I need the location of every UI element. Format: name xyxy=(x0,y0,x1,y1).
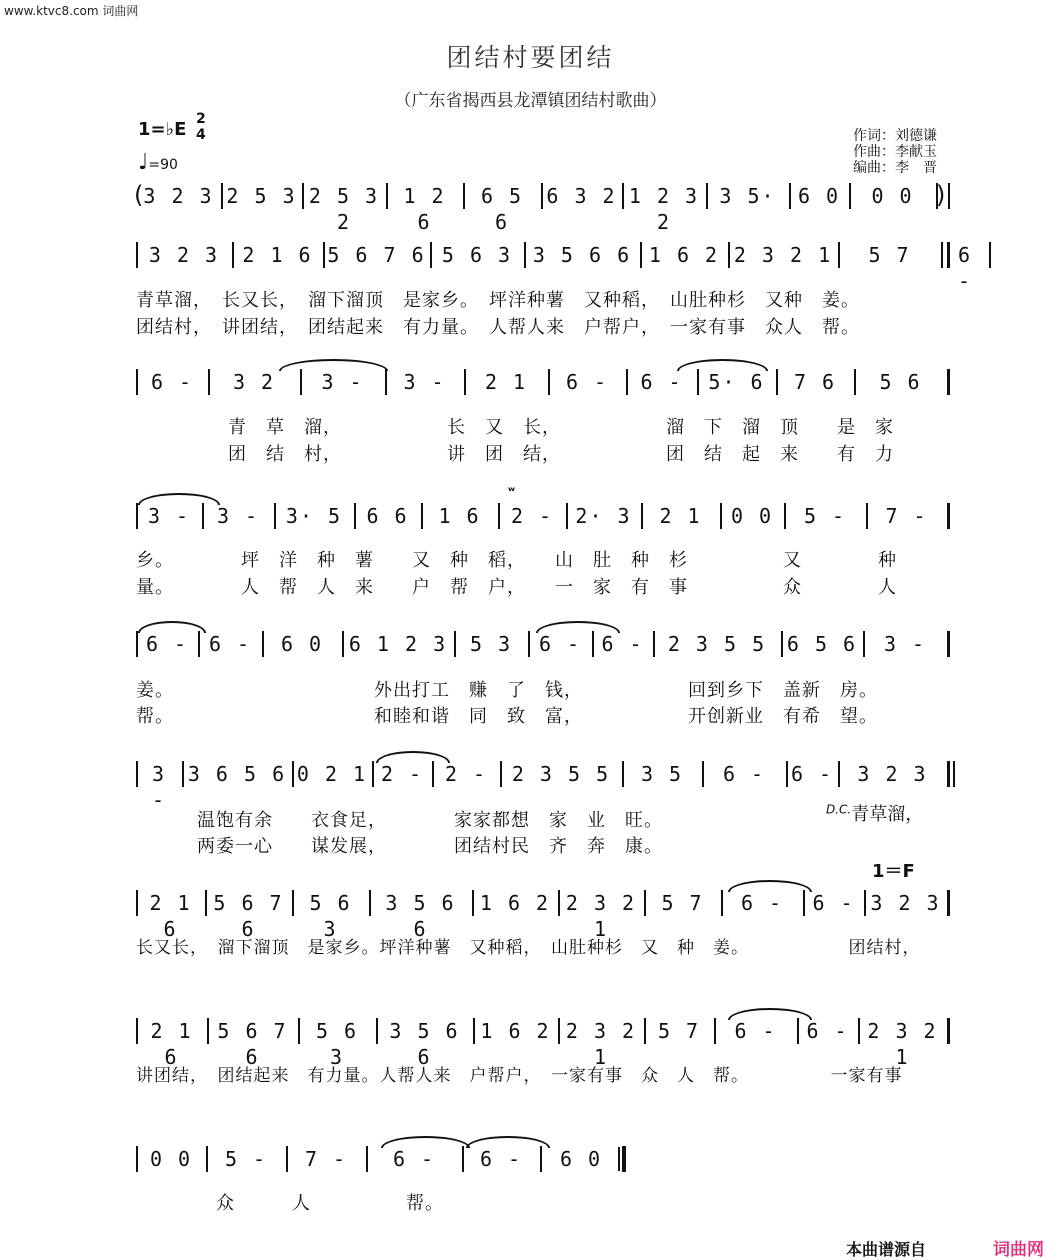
tie-slur xyxy=(381,1136,470,1148)
barline xyxy=(292,761,294,787)
measure: 6 0 xyxy=(280,632,324,656)
barline xyxy=(948,890,950,916)
measure: 2 3 2 1 xyxy=(565,891,637,941)
measure: 2 1 6 xyxy=(150,1019,193,1069)
lyric-line-2b: 团结村， 讲团结， 团结起来 有力量。 人帮人来 户帮户， 一家有事 众人 帮。 xyxy=(136,317,860,338)
composer-credit: 作曲：李献玉 xyxy=(853,144,937,160)
barline xyxy=(849,183,851,209)
barline xyxy=(274,503,276,529)
measure: 1 6 2 xyxy=(648,243,720,267)
barline xyxy=(948,369,950,395)
tie-slur xyxy=(536,621,620,633)
measure: 5 - xyxy=(803,504,847,528)
barline xyxy=(781,631,783,657)
measure: 2 1 6 xyxy=(149,891,192,941)
measure: 2 - xyxy=(380,762,424,786)
measure: 0 0 xyxy=(871,184,914,208)
measure: 6 6 xyxy=(366,504,409,528)
measure: 6 - xyxy=(740,891,784,915)
measure: 1 2 6 xyxy=(403,184,446,234)
measure: 6 - xyxy=(208,632,252,656)
measure: 2 3 5 5 xyxy=(667,632,767,656)
measure: 5 6 7 6 xyxy=(327,243,426,267)
measure: 5 7 xyxy=(661,891,704,915)
lyric-line-3a: 青 草 溜， 长 又 长， 溜 下 溜 顶 是 家 xyxy=(228,417,894,438)
lyric-line-8: 讲团结， 团结起来 有力量。人帮人来 户帮户， 一家有事 众 人 帮。 一家有事 xyxy=(136,1066,903,1086)
barline xyxy=(948,1018,950,1044)
measure: 6 - xyxy=(806,1019,849,1043)
barline xyxy=(369,890,371,916)
arranger-credit: 编曲：李 晋 xyxy=(853,160,937,176)
barline xyxy=(262,631,264,657)
measure: 3 - xyxy=(216,504,260,528)
brand-logo: 词曲网 xyxy=(993,1240,1044,1260)
measure: 2 1 6 xyxy=(242,243,313,267)
tie-slur xyxy=(138,493,220,505)
tempo-marking xyxy=(138,150,178,175)
measure: 3· 5 xyxy=(285,504,343,528)
measure: 0 0 xyxy=(730,504,774,528)
barline xyxy=(342,631,344,657)
measure: 3 - xyxy=(147,504,191,528)
watermark: www.ktvc8.com 词曲网 xyxy=(4,4,139,18)
barline xyxy=(385,369,387,395)
tie-slur xyxy=(728,1008,812,1020)
measure: 5 - xyxy=(224,1147,268,1171)
lyricist-credit: 作词：刘德谦 xyxy=(853,128,937,144)
measure: 2 3 5 5 xyxy=(511,762,611,786)
barline xyxy=(728,242,730,268)
measure: 7 - xyxy=(885,504,928,528)
measure: 5 6 xyxy=(879,370,922,394)
score-line-7 xyxy=(136,890,950,941)
barline xyxy=(789,183,791,209)
barline xyxy=(941,242,943,268)
barline xyxy=(528,631,530,657)
score-line-5 xyxy=(136,631,950,657)
key-signature: 1=♭E xyxy=(138,119,187,140)
measure: 2 3 2 1 xyxy=(565,1019,637,1069)
measure: 6 0 xyxy=(559,1147,603,1171)
barline xyxy=(989,242,991,268)
measure: 3 2 3 xyxy=(148,243,220,267)
score-line-8 xyxy=(136,1018,950,1069)
measure: 3 - xyxy=(151,762,167,812)
barline xyxy=(500,761,502,787)
barline xyxy=(863,631,865,657)
measure: 1 6 xyxy=(438,504,481,528)
time-signature xyxy=(196,111,206,143)
barline xyxy=(540,1146,542,1172)
barline xyxy=(948,503,950,529)
measure: 3 5 xyxy=(640,762,684,786)
measure: 6 5 6 xyxy=(480,184,524,234)
barline xyxy=(854,369,856,395)
barline xyxy=(622,183,624,209)
barline xyxy=(948,631,950,657)
measure: 5 7 xyxy=(657,1019,701,1043)
source-label: 本曲谱源自 xyxy=(846,1240,927,1259)
lyric-line-2a: 青草溜， 长又长， 溜下溜顶 是家乡。 坪洋种薯 又种稻， 山肚种杉 又种 姜。 xyxy=(136,290,860,311)
measure: 3 2 xyxy=(232,370,276,394)
lyric-line-5b: 帮。 和睦和谐 同 致 富， 开创新业 有希 望。 xyxy=(136,706,878,727)
barline xyxy=(566,503,568,529)
barline xyxy=(866,503,868,529)
measure: 6 - xyxy=(734,1019,777,1043)
barline xyxy=(803,890,805,916)
time-signature-top: 2 xyxy=(196,111,206,127)
barline xyxy=(302,183,304,209)
measure: 6 - xyxy=(812,891,855,915)
tie-slur xyxy=(279,359,388,371)
barline xyxy=(136,503,138,529)
page-subtitle: （广东省揭西县龙潭镇团结村歌曲） xyxy=(394,91,667,111)
barline xyxy=(644,890,646,916)
measure: 0 2 1 xyxy=(296,762,368,786)
barline xyxy=(432,761,434,787)
barline xyxy=(221,183,223,209)
measure: 6 - xyxy=(640,370,683,394)
measure: 2 1 xyxy=(659,504,702,528)
barline xyxy=(864,890,866,916)
barline xyxy=(207,1018,209,1044)
dc-lyric: 青草溜， xyxy=(851,804,924,825)
lyric-line-6b: 两委一心 谋发展， 团结村民 齐 奔 康。 xyxy=(197,836,663,857)
barline xyxy=(202,503,204,529)
measure: 6 - xyxy=(479,1147,523,1171)
measure: 1 6 2 xyxy=(479,891,551,915)
measure: 6 - xyxy=(601,632,644,656)
measure: 6 - xyxy=(722,762,766,786)
barline xyxy=(653,631,655,657)
barline xyxy=(472,890,474,916)
measure: 5 6 7 6 xyxy=(217,1019,288,1069)
barline xyxy=(640,242,642,268)
barline xyxy=(464,369,466,395)
barline xyxy=(136,890,138,916)
barline xyxy=(784,503,786,529)
barline xyxy=(858,1018,860,1044)
barline xyxy=(463,183,465,209)
measure: 6 1 2 3 xyxy=(348,632,448,656)
measure: 3 - xyxy=(321,370,364,394)
tempo-value: =90 xyxy=(148,157,178,173)
time-signature-bottom: 4 xyxy=(196,127,206,143)
measure: 1 2 3 2 xyxy=(628,184,700,234)
barline xyxy=(136,242,138,268)
barline xyxy=(473,1018,475,1044)
measure: 2 - xyxy=(510,504,554,528)
barline xyxy=(797,1018,799,1044)
barline xyxy=(136,1146,138,1172)
barline xyxy=(298,1018,300,1044)
barline xyxy=(376,1018,378,1044)
barline xyxy=(205,890,207,916)
barline xyxy=(626,369,628,395)
barline xyxy=(706,183,708,209)
score-line-1 xyxy=(134,181,950,234)
barline xyxy=(838,761,840,787)
barline xyxy=(786,761,788,787)
barline xyxy=(558,890,560,916)
barline xyxy=(286,1146,288,1172)
barline xyxy=(292,890,294,916)
barline xyxy=(136,369,138,395)
barline xyxy=(300,369,302,395)
score-line-3 xyxy=(136,369,950,395)
barline xyxy=(548,369,550,395)
barline xyxy=(592,631,594,657)
barline xyxy=(697,369,699,395)
measure: 3 5 6 6 xyxy=(532,243,632,267)
measure: 6 - xyxy=(790,762,834,786)
measure: 6 0 xyxy=(797,184,841,208)
barline xyxy=(136,631,138,657)
measure: 3 - xyxy=(403,370,446,394)
barline xyxy=(948,183,950,209)
barline xyxy=(558,1018,560,1044)
lyric-line-5a: 姜。 外出打工 赚 了 钱， 回到乡下 盖新 房。 xyxy=(136,680,878,701)
barline xyxy=(948,242,950,268)
measure: 3 5 6 6 xyxy=(385,891,456,941)
measure: 6 - xyxy=(150,370,194,394)
measure: 3 2 3 xyxy=(857,762,928,786)
barline xyxy=(421,503,423,529)
barline xyxy=(354,503,356,529)
measure: 6 - xyxy=(538,632,582,656)
lyric-line-7: 长又长， 溜下溜顶 是家乡。坪洋种薯 又种稻， 山肚种杉 又 种 姜。 团结村， xyxy=(136,938,921,958)
barline xyxy=(372,761,374,787)
barline xyxy=(136,761,138,787)
barline xyxy=(776,369,778,395)
barline xyxy=(323,242,325,268)
measure: 1 6 2 xyxy=(480,1019,551,1043)
measure: 5 6 3 xyxy=(309,891,352,941)
barline xyxy=(714,1018,716,1044)
key-change: 1＝F xyxy=(872,861,915,882)
barline xyxy=(838,242,840,268)
measure: 6 - xyxy=(565,370,609,394)
barline xyxy=(720,503,722,529)
tie-slur xyxy=(728,880,812,892)
tie-slur xyxy=(376,751,450,763)
measure: 7 6 xyxy=(793,370,837,394)
barline xyxy=(430,242,432,268)
measure: 6 - xyxy=(145,632,189,656)
barline xyxy=(721,890,723,916)
lyric-line-6a: 温饱有余 衣食足， 家家都想 家 业 旺。 xyxy=(197,810,663,831)
lyric-line-4a: 乡。 坪 洋 种 薯 又 种 稻， 山 肚 种 杉 又 种 xyxy=(136,550,897,571)
tie-slur xyxy=(138,621,206,633)
tie-slur xyxy=(677,359,768,371)
measure: 5· 6 xyxy=(708,370,765,394)
measure: 2 3 2 1 xyxy=(733,243,833,267)
measure: 7 - xyxy=(304,1147,348,1171)
measure: 2 5 3 2 xyxy=(308,184,380,234)
repeat-open-paren: ( xyxy=(134,181,144,209)
measure: 3 - xyxy=(883,632,927,656)
barline xyxy=(541,183,543,209)
measure: 2 - xyxy=(444,762,488,786)
page-title: 团结村要团结 xyxy=(446,43,615,72)
measure: 2 3 2 1 xyxy=(867,1019,938,1069)
lyric-line-4b: 量。 人 帮 人 来 户 帮 户， 一 家 有 事 众 人 xyxy=(136,577,897,598)
measure: 5 6 3 xyxy=(441,243,513,267)
final-barline xyxy=(622,1146,626,1172)
repeat-close-paren: ) xyxy=(936,181,946,209)
barline xyxy=(622,761,624,787)
measure: 3 5· xyxy=(719,184,776,208)
barline xyxy=(644,1018,646,1044)
measure: 6 - xyxy=(957,243,973,293)
barline xyxy=(366,1146,368,1172)
barline xyxy=(208,369,210,395)
lyric-line-9: 众 人 帮。 xyxy=(216,1193,444,1214)
barline xyxy=(454,631,456,657)
measure: 3 2 3 xyxy=(870,891,941,915)
measure: 0 0 xyxy=(149,1147,193,1171)
score-line-9 xyxy=(136,1146,626,1172)
quarter-note-icon: ♩ xyxy=(138,150,149,175)
barline xyxy=(702,761,704,787)
barline xyxy=(198,631,200,657)
barline xyxy=(136,1018,138,1044)
dc-marking xyxy=(826,800,923,826)
barline xyxy=(182,761,184,787)
measure: 5 7 xyxy=(868,243,911,267)
dc-label: D.C. xyxy=(826,802,852,817)
measure: 3 6 5 6 xyxy=(187,762,287,786)
barline xyxy=(524,242,526,268)
barline xyxy=(948,761,950,787)
credits xyxy=(853,128,937,176)
measure: 2 1 xyxy=(484,370,528,394)
measure: 2· 3 xyxy=(575,504,632,528)
tie-slur xyxy=(466,1136,550,1148)
measure: 5 3 xyxy=(469,632,513,656)
measure: 6 - xyxy=(392,1147,436,1171)
measure: 3 2 3 xyxy=(143,184,214,208)
barline xyxy=(462,1146,464,1172)
measure: 6 3 2 xyxy=(546,184,617,208)
score-line-4 xyxy=(136,503,950,529)
measure: 2 5 3 xyxy=(226,184,297,208)
measure: 5 6 7 6 xyxy=(213,891,284,941)
barline xyxy=(232,242,234,268)
barline xyxy=(641,503,643,529)
measure: 3 5 6 6 xyxy=(389,1019,460,1069)
lyric-line-3b: 团 结 村， 讲 团 结， 团 结 起 来 有 力 xyxy=(228,444,894,465)
mordent-icon: ʷ xyxy=(508,484,516,498)
barline xyxy=(386,183,388,209)
barline xyxy=(498,503,500,529)
measure: 6 5 6 xyxy=(786,632,858,656)
measure: 5 6 3 xyxy=(315,1019,359,1069)
score-line-2 xyxy=(136,242,973,293)
barline xyxy=(206,1146,208,1172)
